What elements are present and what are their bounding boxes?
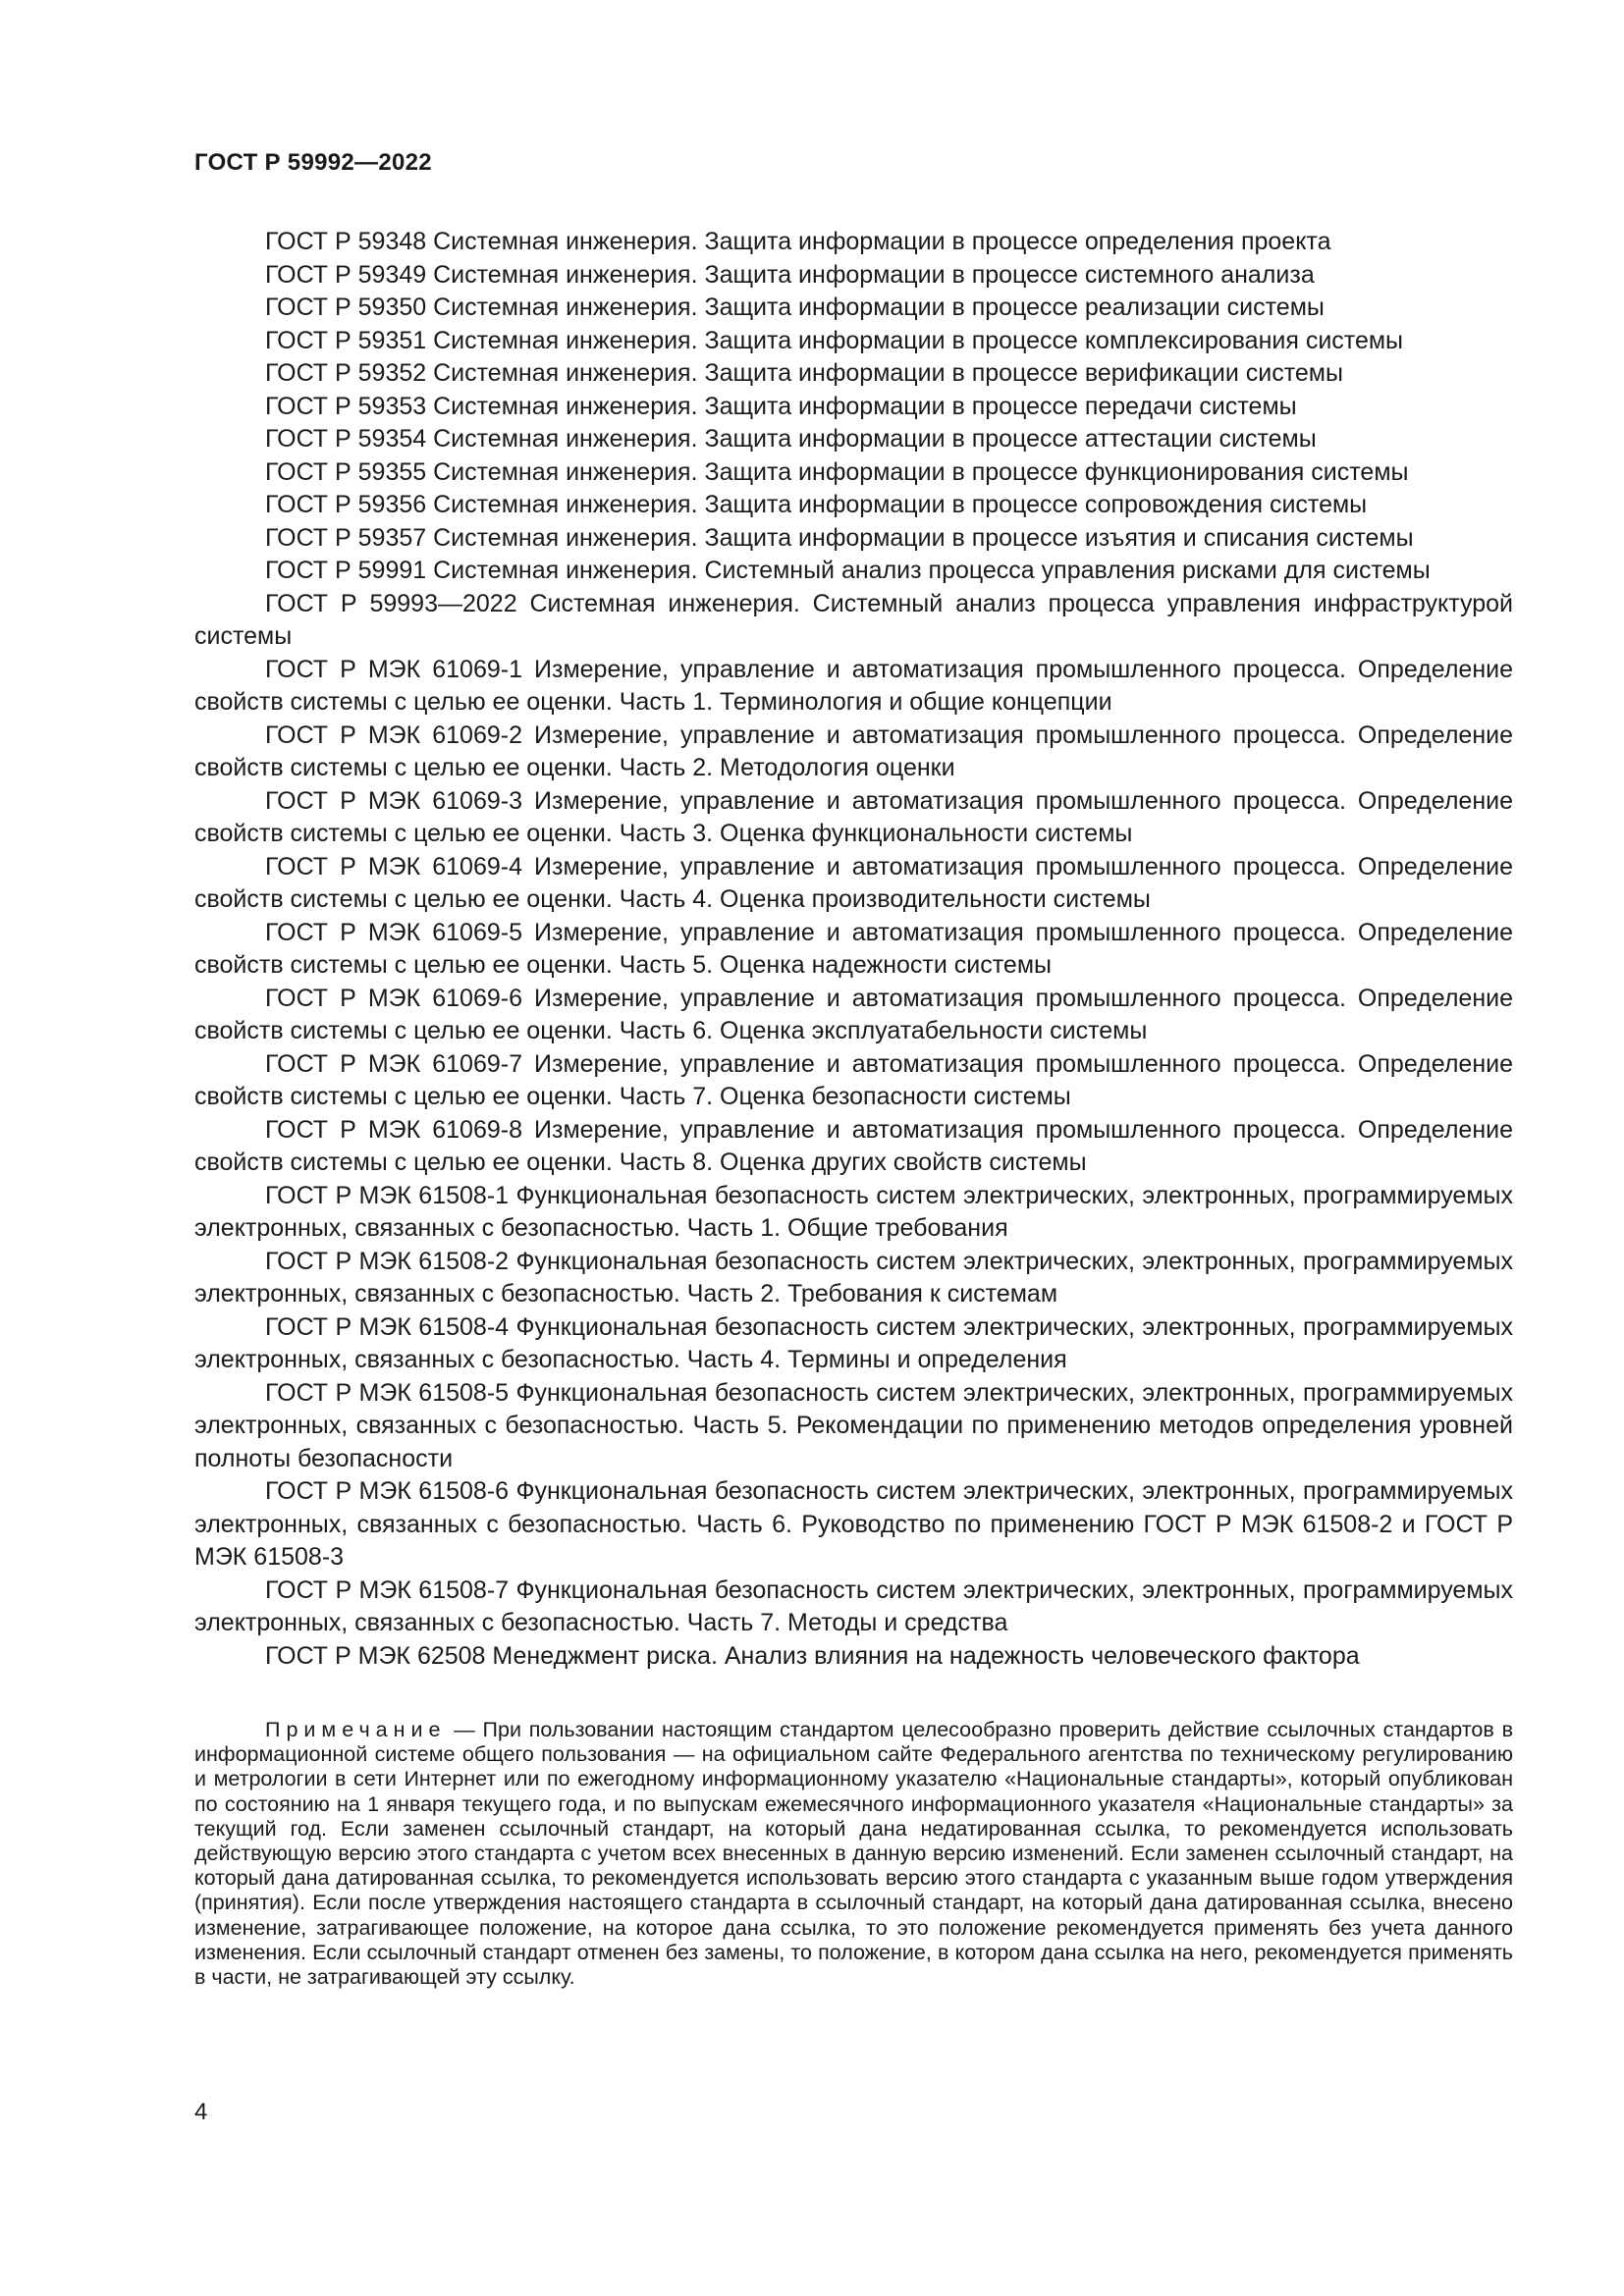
reference-item: ГОСТ Р 59354 Системная инженерия. Защита информации в процессе аттестации системы xyxy=(265,425,1317,453)
reference-item: ГОСТ Р 59348 Системная инженерия. Защита информации в процессе определения проекта xyxy=(265,228,1331,255)
reference-item: ГОСТ Р МЭК 61508-7 Функциональная безопасность систем электрических, электронных, программируемых электронных, связанных с безопасностью. Часть 7. Методы и средства xyxy=(194,1575,1513,1636)
note-label: Примечание xyxy=(265,1718,447,1741)
reference-item: ГОСТ Р МЭК 62508 Менеджмент риска. Анализ влияния на надежность человеческого фактора xyxy=(265,1641,1360,1670)
reference-item: ГОСТ Р МЭК 61069-7 Измерение, управление и автоматизация промышленного процесса. Определение свойств системы с целью ее оценки. Часть 7. Оценка безопасности системы xyxy=(194,1049,1513,1110)
reference-item: ГОСТ Р МЭК 61069-4 Измерение, управление и автоматизация промышленного процесса. Определение свойств системы с целью ее оценки. Часть 4. Оценка производительности системы xyxy=(194,852,1513,913)
reference-item: ГОСТ Р 59350 Системная инженерия. Защита информации в процессе реализации системы xyxy=(265,294,1325,321)
document-header: ГОСТ Р 59992—2022 xyxy=(194,149,432,176)
reference-item: ГОСТ Р 59355 Системная инженерия. Защита информации в процессе функционирования системы xyxy=(265,457,1409,486)
reference-item: ГОСТ Р МЭК 61069-3 Измерение, управление и автоматизация промышленного процесса. Определение свойств системы с целью ее оценки. Часть 3. Оценка функциональности системы xyxy=(194,786,1513,847)
reference-item: ГОСТ Р 59351 Системная инженерия. Защита информации в процессе комплексирования системы xyxy=(265,326,1404,354)
reference-item: ГОСТ Р 59357 Системная инженерия. Защита информации в процессе изъятия и списания системы xyxy=(265,523,1414,552)
reference-item: ГОСТ Р 59349 Системная инженерия. Защита информации в процессе системного анализа xyxy=(265,260,1315,289)
reference-item: ГОСТ Р МЭК 61508-1 Функциональная безопасность систем электрических, электронных, программируемых электронных, связанных с безопасностью. Часть 1. Общие требования xyxy=(194,1181,1513,1242)
reference-item: ГОСТ Р МЭК 61508-2 Функциональная безопасность систем электрических, электронных, программируемых электронных, связанных с безопасностью. Часть 2. Требования к системам xyxy=(194,1247,1513,1308)
reference-item: ГОСТ Р МЭК 61069-5 Измерение, управление и автоматизация промышленного процесса. Определение свойств системы с целью ее оценки. Часть 5. Оценка надежности системы xyxy=(194,918,1513,979)
reference-item: ГОСТ Р МЭК 61069-2 Измерение, управление и автоматизация промышленного процесса. Определение свойств системы с целью ее оценки. Часть 2. Методология оценки xyxy=(194,721,1513,781)
reference-item: ГОСТ Р МЭК 61508-4 Функциональная безопасность систем электрических, электронных, программируемых электронных, связанных с безопасностью. Часть 4. Термины и определения xyxy=(194,1312,1513,1373)
note-paragraph xyxy=(194,1718,1513,1990)
references-list xyxy=(194,226,1513,1673)
reference-item: ГОСТ Р 59991 Системная инженерия. Системный анализ процесса управления рисками для системы xyxy=(265,557,1431,584)
reference-item: ГОСТ Р МЭК 61069-1 Измерение, управление и автоматизация промышленного процесса. Определение свойств системы с целью ее оценки. Часть 1. Терминология и общие концепции xyxy=(194,655,1513,716)
reference-item: ГОСТ Р МЭК 61508-5 Функциональная безопасность систем электрических, электронных, программируемых электронных, связанных с безопасностью. Часть 5. Рекомендации по применению методов определения уровней полноты безопасности xyxy=(194,1378,1513,1472)
reference-item: ГОСТ Р 59353 Системная инженерия. Защита информации в процессе передачи системы xyxy=(265,392,1297,420)
reference-item: ГОСТ Р 59993—2022 Системная инженерия. Системный анализ процесса управления инфраструктурой системы xyxy=(194,589,1513,650)
reference-item: ГОСТ Р МЭК 61069-8 Измерение, управление и автоматизация промышленного процесса. Определение свойств системы с целью ее оценки. Часть 8. Оценка других свойств системы xyxy=(194,1115,1513,1176)
reference-item: ГОСТ Р 59356 Системная инженерия. Защита информации в процессе сопровождения системы xyxy=(265,491,1368,518)
reference-item: ГОСТ Р МЭК 61069-6 Измерение, управление и автоматизация промышленного процесса. Определение свойств системы с целью ее оценки. Часть 6. Оценка эксплуатабельности системы xyxy=(194,984,1513,1044)
page-number: 4 xyxy=(194,2099,208,2125)
reference-item: ГОСТ Р 59352 Системная инженерия. Защита информации в процессе верификации системы xyxy=(265,359,1343,387)
note-text: — При пользовании настоящим стандартом целесообразно проверить действие ссылочных стандартов в информационной системе общего пользования — на официальном сайте Федерального агентства по техническому регулированию и метрологии в сети Интернет или по ежегодному информационному указателю «Национальные стандарты», который опубликован по состоянию на 1 января текущего года, и по выпускам ежемесячного информационного указателя «Национальные стандарты» за текущий год. Если заменен ссылочный стандарт, на который дана недатированная ссылка, то рекомендуется использовать действующую версию этого стандарта с учетом всех внесенных в данную версию изменений. Если заменен ссылочный стандарт, на который дана датированная ссылка, то рекомендуется использовать версию этого стандарта с указанным выше годом утверждения (принятия). Если после утверждения настоящего стандарта в ссылочный стандарт, на который дана датированная ссылка, внесено изменение, затрагивающее положение, на которое дана ссылка, то это положение рекомендуется применять без учета данного изменения. Если ссылочный стандарт отменен без замены, то положение, в котором дана ссылка на него, рекомендуется применять в части, не затрагивающей эту ссылку. xyxy=(194,1718,1513,1990)
reference-item: ГОСТ Р МЭК 61508-6 Функциональная безопасность систем электрических, электронных, программируемых электронных, связанных с безопасностью. Часть 6. Руководство по применению ГОСТ Р МЭК 61508-2 и ГОСТ Р МЭК 61508-3 xyxy=(194,1477,1513,1571)
